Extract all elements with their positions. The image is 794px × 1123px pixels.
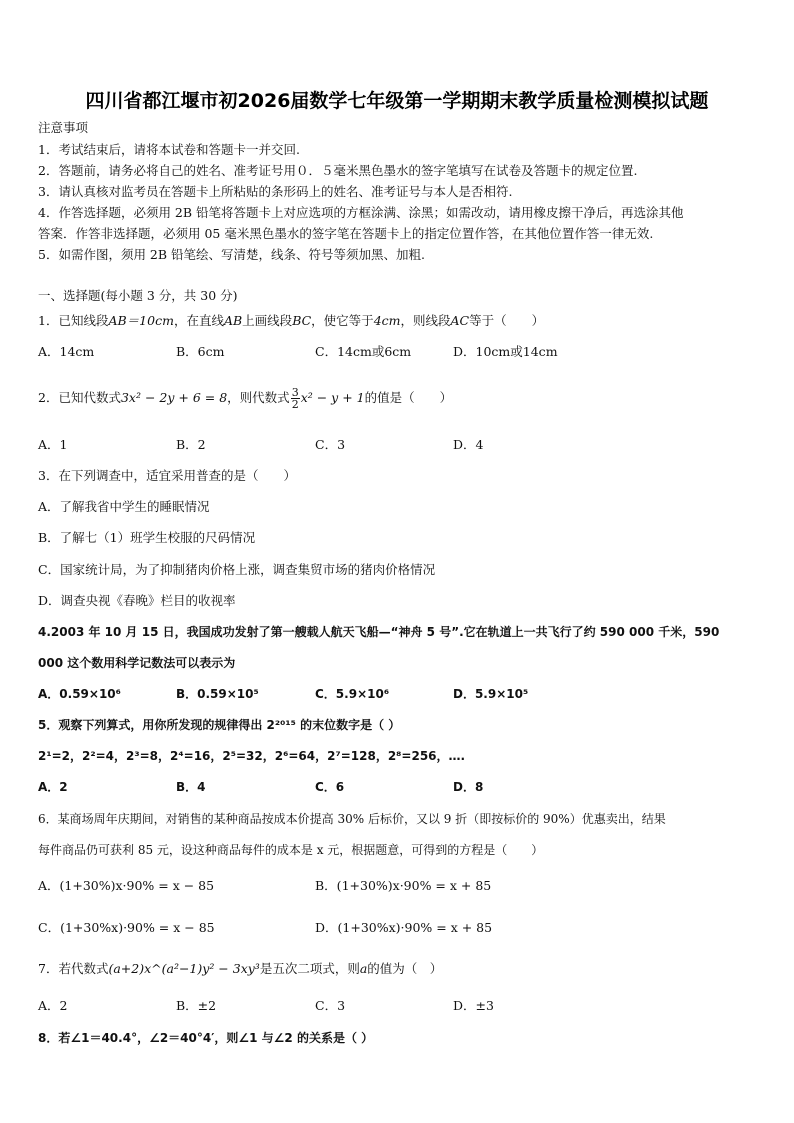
- q3-option-c: C．国家统计局，为了抑制猪肉价格上涨，调查集贸市场的猪肉价格情况: [38, 562, 436, 577]
- q2-option-a: A．1: [38, 437, 68, 452]
- q1-option-d: D．10cm或14cm: [453, 344, 558, 359]
- q7-option-d: D．±3: [453, 998, 494, 1013]
- fraction-numerator: 3: [291, 386, 299, 399]
- q6-option-c: C．(1+30%x)·90% = x − 85: [38, 920, 215, 935]
- q1-text: 1．已知线段: [38, 313, 109, 328]
- notice-item: 2．答题前，请务必将自己的姓名、准考证号用０．５毫米黑色墨水的签字笔填写在试卷及答题卡的规定位置.: [38, 163, 638, 178]
- q7-option-c: C．3: [315, 998, 346, 1013]
- q6-option-a: A．(1+30%)x·90% = x − 85: [38, 878, 215, 893]
- q7-text: 7．若代数式: [38, 961, 109, 976]
- q1-option-c: C．14cm或6cm: [315, 344, 412, 359]
- q2-math: 3x² − 2y + 6 = 8: [120, 390, 228, 405]
- question-5-sequence: 2¹=2，2²=4，2³=8，2⁴=16，2⁵=32，2⁶=64，2⁷=128，2⁸=256，….: [38, 749, 466, 763]
- question-4-line2: 000 这个数用科学记数法可以表示为: [38, 656, 236, 670]
- q7-math: (a+2)x^(a²−1)y² − 3xy³: [108, 961, 260, 976]
- notice-item: 1．考试结束后，请将本试卷和答题卡一并交回.: [38, 142, 300, 157]
- section-heading: 一、选择题(每小题 3 分，共 30 分): [38, 288, 238, 303]
- q2-option-b: B．2: [176, 437, 206, 452]
- q1-math: AB: [223, 313, 243, 328]
- q7-text: 是五次二项式，则: [259, 961, 360, 976]
- q4-option-b: B．0.59×10⁵: [176, 687, 259, 701]
- q2-option-c: C．3: [315, 437, 346, 452]
- q1-text: 等于（ ）: [469, 313, 545, 328]
- q6-option-d: D．(1+30%x)·90% = x + 85: [315, 920, 493, 935]
- notice-item: 答案．作答非选择题，必须用 05 毫米黑色墨水的签字笔在答题卡上的指定位置作答，在其他位置作答一律无效.: [38, 226, 654, 241]
- q4-option-c: C．5.9×10⁶: [315, 687, 390, 701]
- q1-option-b: B．6cm: [176, 344, 225, 359]
- q2-option-d: D．4: [453, 437, 484, 452]
- question-4-line1: 4.2003 年 10 月 15 日，我国成功发射了第一艘载人航天飞船—“神舟 5 号”.它在轨道上一共飞行了约 590 000 千米，590: [38, 625, 720, 639]
- q7-math: a: [359, 961, 368, 976]
- fraction-denominator: 2: [291, 398, 299, 411]
- q2-math: x² − y + 1: [300, 390, 365, 405]
- q4-option-d: D．5.9×10⁵: [453, 687, 529, 701]
- question-5-stem: 5．观察下列算式，用你所发现的规律得出 2²⁰¹⁵ 的末位数字是（ ）: [38, 718, 401, 732]
- q1-text: 上画线段: [242, 313, 293, 328]
- question-1-stem: [38, 313, 544, 329]
- question-2-stem: [38, 385, 452, 411]
- q5-option-a: A．2: [38, 780, 68, 794]
- q1-text: ，使它等于: [311, 313, 374, 328]
- page-title: 四川省都江堰市初2026届数学七年级第一学期期末教学质量检测模拟试题: [85, 90, 709, 112]
- question-7-stem: [38, 961, 442, 977]
- q2-text: 的值是（ ）: [364, 390, 453, 405]
- notice-heading: 注意事项: [38, 120, 89, 135]
- question-6-line2: 每件商品仍可获利 85 元，设这种商品每件的成本是 x 元，根据题意，可得到的方程是（ ）: [38, 843, 544, 857]
- q5-option-c: C．6: [315, 780, 345, 794]
- q1-text: ，则线段: [400, 313, 451, 328]
- q5-option-d: D．8: [453, 780, 484, 794]
- q4-option-a: A．0.59×10⁶: [38, 687, 121, 701]
- q1-math: BC: [292, 313, 312, 328]
- q1-math: AC: [450, 313, 470, 328]
- q7-option-b: B．±2: [176, 998, 217, 1013]
- question-6-line1: 6．某商场周年庆期间，对销售的某种商品按成本价提高 30% 后标价，又以 9 折（即按标价的 90%）优惠卖出，结果: [38, 812, 666, 826]
- question-3-stem: 3．在下列调查中，适宜采用普查的是（ ）: [38, 468, 296, 483]
- q1-text: ，在直线: [173, 313, 224, 328]
- q1-math: 4cm: [373, 313, 401, 328]
- q6-option-b: B．(1+30%)x·90% = x + 85: [315, 878, 492, 893]
- q3-option-d: D．调查央视《春晚》栏目的收视率: [38, 593, 236, 608]
- q5-option-b: B．4: [176, 780, 206, 794]
- q3-option-a: A．了解我省中学生的睡眠情况: [38, 499, 210, 514]
- q2-text: ，则代数式: [227, 390, 290, 405]
- q2-fraction: [291, 387, 300, 410]
- q3-option-b: B．了解七（1）班学生校服的尺码情况: [38, 530, 256, 545]
- notice-item: 5．如需作图，须用 2B 铅笔绘、写清楚，线条、符号等须加黑、加粗.: [38, 247, 426, 262]
- notice-item: 4．作答选择题，必须用 2B 铅笔将答题卡上对应选项的方框涂满、涂黑；如需改动，请用橡皮擦干净后，再选涂其他: [38, 205, 684, 220]
- q2-text: 2．已知代数式: [38, 390, 121, 405]
- q7-text: 的值为（ ）: [367, 961, 443, 976]
- q1-math: AB＝10cm: [108, 313, 174, 328]
- notice-item: 3．请认真核对监考员在答题卡上所粘贴的条形码上的姓名、准考证号与本人是否相符.: [38, 184, 513, 199]
- question-8-stem: 8．若∠1＝40.4°，∠2＝40°4′，则∠1 与∠2 的关系是（ ）: [38, 1031, 374, 1045]
- q7-option-a: A．2: [38, 998, 68, 1013]
- q1-option-a: A．14cm: [38, 344, 95, 359]
